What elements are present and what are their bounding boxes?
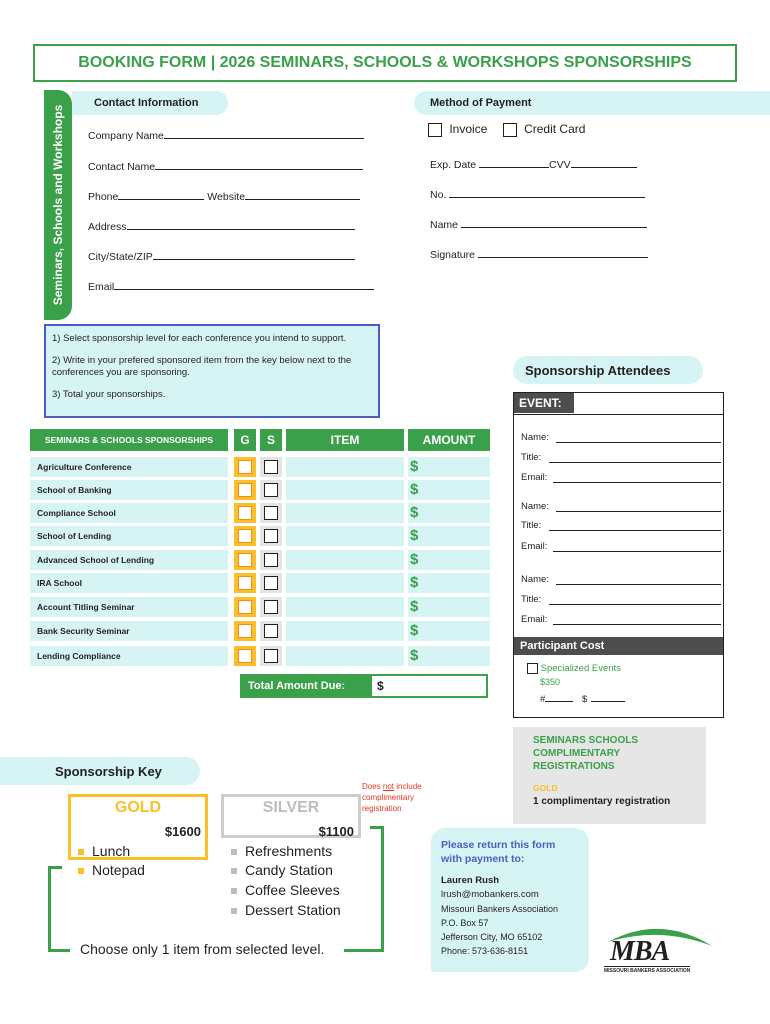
header-silver: S	[260, 429, 282, 451]
item-input[interactable]	[286, 503, 404, 523]
signature-label: Signature	[430, 249, 475, 261]
address-label: Address	[88, 221, 127, 233]
return-city: Jefferson City, MO 65102	[441, 932, 543, 942]
specialized-events-price: $350	[540, 677, 561, 687]
total-amount-input[interactable]	[372, 676, 486, 696]
address-field[interactable]	[88, 221, 355, 233]
phone-label: Phone	[88, 191, 119, 203]
gold-checkbox[interactable]	[234, 550, 256, 570]
attendee-3-title[interactable]	[521, 594, 541, 605]
amount-input[interactable]	[408, 597, 490, 617]
header-seminars: SEMINARS & SCHOOLS SPONSORSHIPS	[30, 429, 228, 451]
note-emphasis: not	[382, 782, 395, 791]
total-currency: $	[377, 679, 384, 693]
silver-level-box	[221, 794, 361, 838]
item-input[interactable]	[286, 457, 404, 477]
event-box	[513, 392, 724, 718]
table-row	[30, 573, 490, 593]
gold-checkbox[interactable]	[234, 480, 256, 500]
website-label: Website	[207, 191, 246, 203]
gold-checkbox[interactable]	[234, 457, 256, 477]
title-label: Title:	[521, 594, 542, 605]
invoice-checkbox[interactable]	[428, 123, 442, 137]
row-label: Advanced School of Lending	[30, 550, 228, 570]
currency-sign: $	[410, 598, 419, 615]
choose-one-note: Choose only 1 item from selected level.	[80, 941, 325, 957]
contact-name-field[interactable]	[88, 161, 363, 173]
silver-item-label: Dessert Station	[245, 902, 341, 918]
item-input[interactable]	[286, 526, 404, 546]
payment-heading: Method of Payment	[414, 91, 770, 115]
amount-input[interactable]	[408, 573, 490, 593]
row-label: Lending Compliance	[30, 646, 228, 666]
complimentary-gold-label: GOLD	[533, 783, 558, 793]
table-row	[30, 621, 490, 641]
payment-options	[428, 122, 585, 137]
exp-date-label: Exp. Date	[430, 159, 477, 171]
logo-text: MBA	[610, 936, 670, 967]
attendee-2-name[interactable]	[521, 501, 549, 512]
bracket-right-vertical	[381, 826, 384, 952]
quantity-label: #	[540, 694, 546, 705]
silver-checkbox[interactable]	[260, 503, 282, 523]
gold-checkbox[interactable]	[234, 503, 256, 523]
sponsorship-table-header	[30, 429, 490, 451]
form-title-box	[33, 44, 737, 82]
gold-item-label: Lunch	[92, 843, 131, 859]
item-input[interactable]	[286, 550, 404, 570]
bracket-left-vertical	[48, 866, 51, 952]
attendee-1-name[interactable]	[521, 432, 549, 443]
item-input[interactable]	[286, 597, 404, 617]
title-label: Title:	[521, 520, 542, 531]
signature-field[interactable]	[430, 249, 648, 261]
gold-item-label: Notepad	[92, 862, 145, 878]
silver-checkbox[interactable]	[260, 646, 282, 666]
silver-item	[231, 902, 341, 918]
email-label: Email	[88, 281, 115, 293]
gold-level-title: GOLD	[114, 799, 162, 816]
currency-sign: $	[410, 527, 419, 544]
header-amount: AMOUNT	[408, 429, 490, 451]
return-contact-name: Lauren Rush	[441, 875, 500, 886]
row-label: Agriculture Conference	[30, 457, 228, 477]
table-row	[30, 526, 490, 546]
table-row	[30, 550, 490, 570]
amount-input[interactable]	[408, 621, 490, 641]
return-phone: Phone: 573-636-8151	[441, 946, 529, 956]
credit-card-label: Credit Card	[524, 122, 586, 136]
city-state-zip-label: City/State/ZIP	[88, 251, 153, 263]
amount-input[interactable]	[408, 457, 490, 477]
row-label: School of Lending	[30, 526, 228, 546]
email-label: Email:	[521, 472, 548, 483]
instruction-step-3: 3) Total your sponsorships.	[52, 389, 166, 400]
email-field[interactable]	[88, 281, 374, 293]
item-input[interactable]	[286, 573, 404, 593]
silver-item-label: Refreshments	[245, 843, 333, 859]
table-row	[30, 646, 490, 666]
gold-level-price: $1600	[164, 824, 201, 839]
row-label: Bank Security Seminar	[30, 621, 228, 641]
specialized-events-label: Specialized Events	[540, 663, 621, 675]
gold-checkbox[interactable]	[234, 526, 256, 546]
silver-item	[231, 843, 332, 859]
item-input[interactable]	[286, 646, 404, 666]
attendee-1-title[interactable]	[521, 452, 541, 463]
table-row	[30, 503, 490, 523]
gold-checkbox[interactable]	[234, 597, 256, 617]
amount-input[interactable]	[408, 503, 490, 523]
gold-checkbox[interactable]	[234, 621, 256, 641]
company-name-label: Company Name	[88, 130, 164, 142]
sidebar-label: Seminars, Schools and Workshops	[51, 104, 65, 306]
amount-input[interactable]	[408, 480, 490, 500]
silver-checkbox[interactable]	[260, 526, 282, 546]
form-title: BOOKING FORM | 2026 SEMINARS, SCHOOLS & WORKSHOPS SPONSORSHIPS	[78, 54, 692, 71]
sponsorship-key-heading: Sponsorship Key	[0, 757, 200, 785]
total-amount-row	[240, 674, 488, 698]
silver-checkbox[interactable]	[260, 597, 282, 617]
attendee-3-name[interactable]	[521, 574, 549, 585]
currency-sign: $	[410, 481, 419, 498]
gold-checkbox[interactable]	[234, 573, 256, 593]
specialized-events-checkbox[interactable]	[527, 663, 538, 674]
name-label: Name:	[521, 501, 549, 512]
email-label: Email:	[521, 614, 548, 625]
header-item: ITEM	[286, 429, 404, 451]
event-header	[514, 393, 723, 415]
table-row	[30, 480, 490, 500]
name-label: Name:	[521, 574, 549, 585]
silver-checkbox[interactable]	[260, 550, 282, 570]
gold-item	[78, 862, 145, 878]
silver-checkbox[interactable]	[260, 480, 282, 500]
row-label: Compliance School	[30, 503, 228, 523]
silver-item-label: Coffee Sleeves	[245, 882, 340, 898]
attendee-2-title[interactable]	[521, 520, 541, 531]
bracket-left-bottom	[48, 949, 70, 952]
invoice-label: Invoice	[449, 122, 488, 136]
logo-subtext: MISSOURI BANKERS ASSOCIATION	[604, 968, 691, 974]
contact-name-label: Contact Name	[88, 161, 156, 173]
currency-sign: $	[410, 647, 419, 664]
currency-sign: $	[410, 504, 419, 521]
item-input[interactable]	[286, 621, 404, 641]
city-state-zip-field[interactable]	[88, 251, 355, 263]
silver-checkbox[interactable]	[260, 457, 282, 477]
header-gold: G	[234, 429, 256, 451]
return-email[interactable]: lrush@mobankers.com	[441, 889, 539, 900]
bracket-left-top	[48, 866, 62, 869]
bracket-right-bottom	[344, 949, 384, 952]
cvv-label: CVV	[549, 159, 571, 171]
exp-cvv-field[interactable]	[430, 159, 637, 171]
silver-level-price: $1100	[318, 824, 354, 839]
row-label: School of Banking	[30, 480, 228, 500]
return-info-box	[431, 828, 589, 972]
card-number-field[interactable]	[430, 189, 645, 201]
total-label: Total Amount Due:	[248, 680, 346, 692]
currency-sign: $	[410, 458, 419, 475]
currency-sign: $	[410, 574, 419, 591]
instruction-step-1: 1) Select sponsorship level for each conference you intend to support.	[52, 333, 347, 344]
event-label: EVENT:	[514, 393, 574, 413]
silver-level-title: SILVER	[262, 799, 320, 816]
silver-item-label: Candy Station	[245, 862, 333, 878]
attendee-1-email[interactable]	[521, 472, 547, 483]
note-text: include complimentary registration	[362, 782, 422, 813]
complimentary-box	[513, 727, 706, 824]
instruction-step-2: 2) Write in your prefered sponsored item from the key below next to the conferences you are sponsoring.	[52, 355, 352, 378]
note-text: Does	[362, 782, 383, 791]
return-po-box: P.O. Box 57	[441, 918, 489, 928]
attendee-2-email[interactable]	[521, 541, 547, 552]
complimentary-gold-text: 1 complimentary registration	[533, 796, 671, 807]
return-org: Missouri Bankers Association	[441, 904, 559, 914]
table-row	[30, 597, 490, 617]
sidebar-tab	[44, 90, 72, 320]
attendee-3-email[interactable]	[521, 614, 547, 625]
row-label: IRA School	[30, 573, 228, 593]
row-label: Account Titling Seminar	[30, 597, 228, 617]
not-included-note	[362, 781, 436, 814]
silver-item	[231, 882, 340, 898]
amount-input[interactable]	[408, 646, 490, 666]
bracket-right-top	[370, 826, 384, 829]
event-input[interactable]	[574, 393, 723, 413]
participant-cost-heading: Participant Cost	[514, 637, 723, 655]
amount-label: $	[581, 694, 588, 705]
email-label: Email:	[521, 541, 548, 552]
silver-item	[231, 862, 333, 878]
gold-item	[78, 843, 130, 859]
currency-sign: $	[410, 551, 419, 568]
quantity-amount-field[interactable]	[540, 693, 625, 705]
return-heading: Please return this form with payment to:	[441, 839, 556, 865]
item-input[interactable]	[286, 480, 404, 500]
card-name-field[interactable]	[430, 219, 647, 231]
credit-card-checkbox[interactable]	[503, 123, 517, 137]
amount-input[interactable]	[408, 550, 490, 570]
card-number-label: No.	[430, 189, 447, 201]
card-name-label: Name	[430, 219, 459, 231]
table-row	[30, 457, 490, 477]
attendees-heading: Sponsorship Attendees	[513, 356, 703, 384]
gold-checkbox[interactable]	[234, 646, 256, 666]
currency-sign: $	[410, 622, 419, 639]
phone-website-field[interactable]	[88, 191, 360, 203]
silver-checkbox[interactable]	[260, 621, 282, 641]
mba-logo	[600, 920, 720, 976]
contact-heading: Contact Information	[72, 91, 228, 115]
title-label: Title:	[521, 452, 542, 463]
silver-checkbox[interactable]	[260, 573, 282, 593]
name-label: Name:	[521, 432, 549, 443]
specialized-events-option	[527, 663, 621, 674]
company-name-field[interactable]	[88, 130, 364, 142]
amount-input[interactable]	[408, 526, 490, 546]
instructions-box	[44, 324, 380, 418]
complimentary-heading: SEMINARS SCHOOLS COMPLIMENTARY REGISTRATIONS	[533, 735, 639, 772]
